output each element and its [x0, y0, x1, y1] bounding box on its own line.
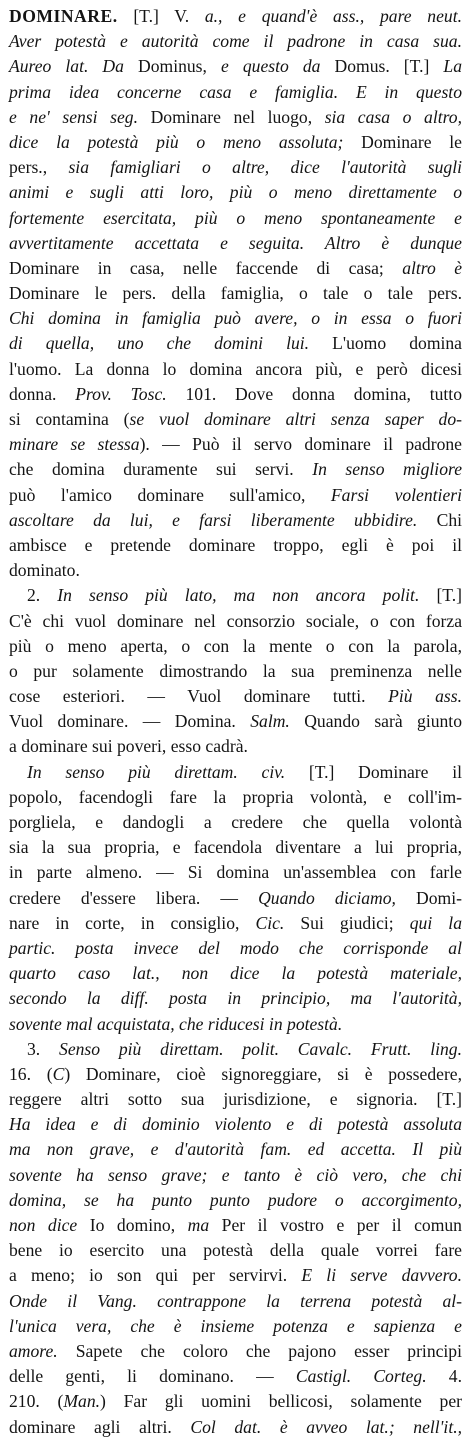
- roman-text: delle genti, li dominano. —: [9, 1366, 296, 1387]
- text-line: [9, 4, 462, 29]
- italic-text: Cic.: [255, 912, 301, 933]
- text-line: [9, 810, 462, 835]
- text-line: [9, 911, 462, 936]
- text-line: [9, 986, 462, 1011]
- text-line: [9, 1213, 462, 1238]
- roman-text: Dominare in casa, nelle faccende di casa;: [9, 257, 403, 278]
- text-line: [9, 508, 462, 533]
- roman-text: l'uomo. La donna lo domina ancora più, e però dicesi: [9, 358, 462, 379]
- dictionary-entry-dominare: [9, 4, 462, 1440]
- text-line: [9, 835, 462, 860]
- text-line: [9, 1314, 462, 1339]
- text-line: [9, 1263, 462, 1288]
- text-line: [9, 886, 462, 911]
- roman-text: Io domino,: [89, 1215, 188, 1235]
- roman-text: nare in corte, in consiglio,: [9, 912, 256, 933]
- roman-text: Domi-: [416, 887, 462, 908]
- text-line: [9, 256, 462, 281]
- italic-text: amore.: [9, 1340, 76, 1361]
- italic-text: se vuol dominare altri senza saper do-: [129, 409, 462, 429]
- text-line: [9, 1137, 462, 1162]
- roman-text: bene io esercito una potestà della quale vorrei fare: [9, 1240, 462, 1261]
- italic-text: C: [52, 1063, 65, 1084]
- italic-text: In senso migliore: [312, 459, 462, 480]
- text-line: [9, 1188, 462, 1213]
- roman-text: credere d'essere libera. —: [9, 887, 259, 908]
- text-line: [9, 155, 462, 180]
- italic-text: e questo da: [220, 56, 335, 77]
- italic-text: quarto caso lat., non dice la potestà materiale,: [9, 963, 462, 984]
- text-line: [9, 231, 462, 256]
- text-line: [9, 54, 462, 79]
- roman-text: 4.: [448, 1366, 462, 1387]
- italic-text: Col dat. è avveo lat.; nell'it.,: [190, 1416, 463, 1437]
- text-line: [9, 281, 462, 306]
- text-line: [9, 1012, 462, 1037]
- roman-text: Vuol dominare. — Domina.: [9, 711, 251, 732]
- text-line: [9, 634, 462, 659]
- italic-text: dice la potestà più o meno assoluta;: [9, 131, 362, 152]
- roman-text: pers.,: [9, 157, 69, 178]
- text-line: [9, 80, 462, 105]
- roman-text: Dominus,: [138, 56, 221, 77]
- text-line: [9, 558, 462, 583]
- text-line: [9, 382, 462, 407]
- italic-text: Ha idea e di dominio violento e di potestà assoluta: [9, 1114, 462, 1135]
- italic-text: Senso più direttam. polit. Cavalc. Frutt. ling.: [59, 1038, 463, 1059]
- roman-text: C'è chi vuol dominare nel consorzio sociale, o con forza: [9, 610, 462, 631]
- text-line: [9, 206, 462, 231]
- roman-text: a dominare sui poveri, esso cadrà.: [9, 736, 248, 757]
- italic-text: ma: [187, 1215, 222, 1235]
- roman-text: Dominare le pers. della famiglia, o tale o tale pers.: [9, 283, 462, 304]
- text-line: [9, 1112, 462, 1137]
- roman-text: popolo, facendogli fare la propria volontà, e coll'im-: [9, 786, 462, 807]
- text-line: [9, 860, 462, 885]
- roman-text: a meno; io son qui per servirvi.: [9, 1265, 302, 1286]
- italic-text: minare se stessa: [9, 434, 140, 455]
- italic-text: animi e sugli atti loro, più o meno direttamente o: [9, 182, 462, 203]
- text-line: [9, 609, 462, 634]
- italic-text: a., e quand'è ass., pare neut.: [204, 6, 462, 26]
- text-line: [9, 357, 462, 382]
- roman-text: più o meno aperta, o con la mente o con la parola,: [9, 635, 462, 656]
- roman-text: ). — Può il servo dominare il padrone: [139, 434, 462, 455]
- text-line: [9, 583, 462, 608]
- roman-text: Dominare nel luogo,: [150, 106, 325, 127]
- text-line: [9, 1087, 462, 1112]
- italic-text: e ne' sensi seg.: [9, 106, 151, 127]
- roman-text: 16. (: [9, 1063, 53, 1084]
- roman-text: o pur solamente dimostrando la sua preminenza nelle: [9, 660, 462, 681]
- text-line: [9, 457, 462, 482]
- roman-text: Chi: [436, 509, 462, 530]
- roman-text: donna.: [9, 383, 76, 404]
- roman-text: Per il vostro e per il comun: [221, 1215, 462, 1235]
- text-line: [9, 105, 462, 130]
- italic-text: ascoltare da lui, e farsi liberamente ubbidire.: [9, 509, 437, 530]
- text-line: [9, 1289, 462, 1314]
- italic-text: sia famigliari o altre, dice l'autorità sugli: [68, 157, 462, 178]
- text-line: [9, 130, 462, 155]
- text-line: [9, 306, 462, 331]
- italic-text: Quando diciamo,: [258, 887, 417, 908]
- roman-text: L'uomo domina: [332, 333, 462, 354]
- italic-text: partic. posta invece del modo che corrisponde al: [9, 937, 462, 958]
- text-line: [9, 785, 462, 810]
- headword: DOMINARE.: [9, 6, 118, 26]
- text-line: [9, 734, 462, 759]
- roman-text: che domina duramente sui servi.: [9, 459, 313, 480]
- roman-text: in parte almeno. — Si domina un'assemblea con farle: [9, 862, 462, 883]
- italic-text: ma non grave, e d'autorità fam. ed accetta. Il più: [9, 1139, 462, 1160]
- roman-text: può l'amico dominare sull'amico,: [9, 484, 331, 505]
- text-line: [9, 961, 462, 986]
- roman-text: Domus. [T.]: [334, 56, 444, 77]
- roman-text: 101. Dove donna domina, tutto: [185, 383, 462, 404]
- text-line: [9, 29, 462, 54]
- text-line: [9, 1389, 462, 1414]
- italic-text: qui la: [409, 912, 462, 933]
- italic-text: sovente mal acquistata, che riducesi in potestà.: [9, 1013, 343, 1034]
- roman-text: si contamina (: [9, 409, 130, 429]
- italic-text: fortemente esercitata, più o meno spontaneamente e: [9, 207, 462, 228]
- roman-text: cose esteriori. — Vuol dominare tutti.: [9, 686, 389, 707]
- italic-text: Castigl. Corteg.: [295, 1366, 449, 1387]
- italic-text: Farsi volentieri: [330, 484, 462, 505]
- text-line: [9, 1364, 462, 1389]
- italic-text: altro è: [402, 257, 462, 278]
- italic-text: sia casa o altro,: [324, 106, 462, 127]
- italic-text: In senso più direttam. civ.: [27, 761, 309, 782]
- roman-text: 210. (: [9, 1391, 64, 1412]
- roman-text: ambisce e pretende dominare troppo, egli è poi il: [9, 534, 462, 555]
- italic-text: Man.: [63, 1391, 101, 1412]
- text-line: [9, 180, 462, 205]
- italic-text: Prov. Tosc.: [75, 383, 186, 404]
- text-line: [9, 936, 462, 961]
- text-line: [9, 709, 462, 734]
- text-line: [9, 684, 462, 709]
- italic-text: domina, se ha punto punto pudore o accorgimento,: [9, 1189, 462, 1210]
- italic-text: di quella, uno che domini lui.: [9, 333, 333, 354]
- roman-text: dominato.: [9, 560, 80, 581]
- text-line: [9, 1037, 462, 1062]
- roman-text: porgliela, e dandogli a credere che quella volontà: [9, 812, 462, 832]
- text-line: [9, 331, 462, 356]
- italic-text: Più ass.: [388, 686, 462, 707]
- text-line: [9, 760, 462, 785]
- text-line: [9, 1339, 462, 1364]
- italic-text: secondo la diff. posta in principio, ma l'autorità,: [9, 988, 462, 1009]
- text-line: [9, 483, 462, 508]
- italic-text: In senso più lato, ma non ancora polit.: [57, 585, 437, 606]
- roman-text: Sapete che coloro che pajono esser principi: [75, 1340, 462, 1361]
- roman-text: 3.: [27, 1038, 60, 1059]
- text-line: [9, 533, 462, 558]
- italic-text: E li serve davvero.: [301, 1265, 462, 1286]
- roman-text: ) Far gli uomini bellicosi, solamente per: [100, 1391, 462, 1412]
- roman-text: ) Dominare, cioè signoreggiare, si è possedere,: [64, 1063, 463, 1084]
- italic-text: sovente ha senso grave; e tanto è ciò vero, che chi: [9, 1164, 462, 1185]
- italic-text: Aureo lat. Da: [9, 56, 138, 77]
- italic-text: Salm.: [250, 711, 305, 732]
- text-line: [9, 659, 462, 684]
- text-line: [9, 407, 462, 432]
- roman-text: sia la sua propria, e facendola diventare a lui propria,: [9, 837, 462, 858]
- roman-text: 2.: [27, 585, 58, 606]
- italic-text: avvertitamente accettata e seguita. Altro è dunque: [9, 232, 462, 253]
- roman-text: Dominare le: [361, 131, 462, 152]
- italic-text: Chi domina in famiglia può avere, o in essa o fuori: [9, 308, 462, 329]
- text-line: [9, 1163, 462, 1188]
- italic-text: Onde il Vang. contrappone la terrena potestà al-: [9, 1290, 462, 1311]
- text-line: [9, 1238, 462, 1263]
- text-line: [9, 432, 462, 457]
- roman-text: [T.] V.: [117, 6, 205, 26]
- text-line: [9, 1415, 462, 1440]
- italic-text: l'unica vera, che è insieme potenza e sapienza e: [9, 1315, 462, 1336]
- roman-text: Quando sarà giunto: [304, 711, 462, 732]
- roman-text: [T.] Dominare il: [308, 761, 462, 782]
- italic-text: La: [443, 56, 462, 77]
- roman-text: Sui giudici;: [300, 912, 410, 933]
- roman-text: dominare agli altri.: [9, 1416, 191, 1437]
- italic-text: non dice: [9, 1215, 90, 1235]
- italic-text: Aver potestà e autorità come il padrone in casa sua.: [9, 31, 462, 52]
- italic-text: prima idea concerne casa e famiglia. E in questo: [9, 81, 462, 102]
- text-line: [9, 1062, 462, 1087]
- roman-text: reggere altri sotto sua jurisdizione, e signoria. [T.]: [9, 1089, 462, 1110]
- roman-text: [T.]: [436, 585, 462, 606]
